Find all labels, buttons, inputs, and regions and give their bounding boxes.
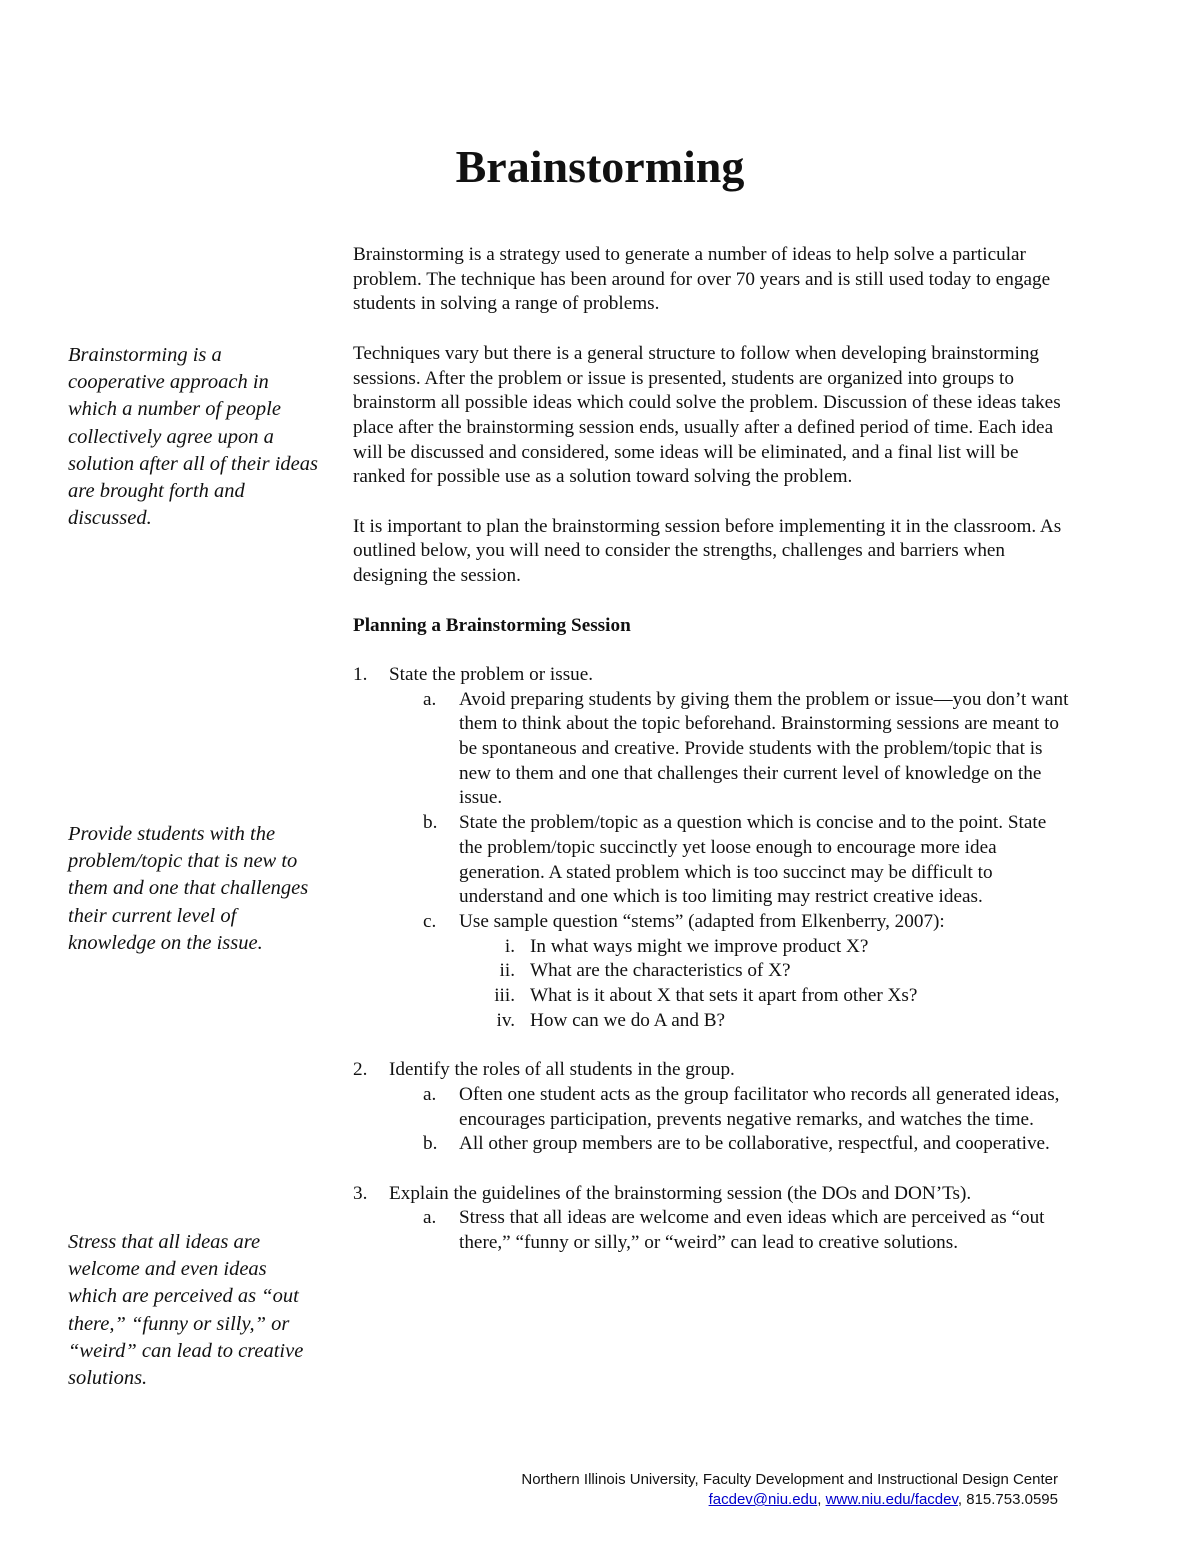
sidebar-note-3: Stress that all ideas are welcome and even ideas which are perceived as “out there,” “funny or silly,” or “weird” can lead to creative solutions. bbox=[68, 1231, 304, 1390]
question-stem bbox=[353, 935, 1073, 960]
intro-paragraph-2: Techniques vary but there is a general structure to follow when developing brainstorming sessions. After the problem or issue is presented, students are organized into groups to brainstorm all possible ideas which could solve the problem. Discussion of these ideas takes place after the brainstorming session ends, usually after a defined period of time. Each idea will be discussed and considered, some ideas will be eliminated, and a final list will be ranked for possible use as a solution toward solving the problem. bbox=[353, 342, 1061, 488]
sub-number: b. bbox=[423, 1133, 438, 1155]
sidebar-note-1: Brainstorming is a cooperative approach in which a number of people collectively agree upon a solution after all of their ideas are brought forth and discussed. bbox=[68, 344, 318, 530]
intro-paragraph-1: Brainstorming is a strategy used to generate a number of ideas to help solve a particular problem. The technique has been around for over 70 years and is still used today to engage students in solving a range of problems. bbox=[353, 244, 1051, 315]
stem-text: What is it about X that sets it apart from other Xs? bbox=[530, 985, 918, 1007]
step-2 bbox=[353, 1058, 1073, 1083]
section-heading: Planning a Brainstorming Session bbox=[353, 614, 631, 636]
stem-text: What are the characteristics of X? bbox=[530, 960, 791, 982]
question-stem bbox=[353, 959, 1073, 984]
step-1 bbox=[353, 663, 1073, 688]
question-stem bbox=[353, 1009, 1073, 1034]
footer-institution: Northern Illinois University, Faculty Development and Instructional Design Center bbox=[521, 1471, 1058, 1488]
step-number: 2. bbox=[353, 1059, 368, 1081]
sub-number: b. bbox=[423, 812, 438, 834]
sidebar-note-2: Provide students with the problem/topic that is new to them and one that challenges their current level of knowledge on the issue. bbox=[68, 823, 309, 954]
main-content bbox=[353, 243, 1073, 1256]
footer-contact: facdev@niu.edu, www.niu.edu/facdev, 815.753.0595 bbox=[708, 1491, 1058, 1508]
step-1-sub-a bbox=[353, 688, 1073, 812]
phone-number: 815.753.0595 bbox=[966, 1491, 1058, 1508]
sub-text: State the problem/topic as a question which is concise and to the point. State the problem/topic succinctly yet loose enough to encourage more idea generation. A stated problem which is too succinct may be difficult to understand and one which is too limiting may restrict creative ideas. bbox=[459, 812, 1047, 908]
sub-number: a. bbox=[423, 1207, 437, 1229]
website-link[interactable]: www.niu.edu/facdev bbox=[825, 1491, 958, 1508]
question-stem bbox=[353, 984, 1073, 1009]
sub-number: a. bbox=[423, 688, 437, 710]
sub-text: All other group members are to be collaborative, respectful, and cooperative. bbox=[459, 1133, 1050, 1155]
sub-text: Avoid preparing students by giving them the problem or issue—you don’t want them to think about the topic beforehand. Brainstorming sessions are meant to be spontaneous and creative. Provide students with the problem/topic that is new to them and one that challenges their current level of knowledge on the issue. bbox=[459, 688, 1069, 809]
step-2-sub-b bbox=[353, 1132, 1073, 1157]
step-2-sub-a bbox=[353, 1083, 1073, 1132]
sub-text: Use sample question “stems” (adapted from Elkenberry, 2007): bbox=[459, 910, 945, 932]
step-number: 3. bbox=[353, 1182, 368, 1204]
stem-text: How can we do A and B? bbox=[530, 1009, 726, 1031]
step-3-sub-a bbox=[353, 1206, 1073, 1255]
step-number: 1. bbox=[353, 663, 368, 685]
sub-number: a. bbox=[423, 1083, 437, 1105]
intro-paragraph-3: It is important to plan the brainstorming session before implementing it in the classroom. As outlined below, you will need to consider the strengths, challenges and barriers when designing the session. bbox=[353, 515, 1062, 587]
stem-number: i. bbox=[504, 935, 515, 957]
step-1-sub-c bbox=[353, 910, 1073, 935]
stem-text: In what ways might we improve product X? bbox=[530, 935, 869, 957]
step-text: Explain the guidelines of the brainstorming session (the DOs and DON’Ts). bbox=[389, 1182, 972, 1204]
sub-text: Often one student acts as the group facilitator who records all generated ideas, encourages participation, prevents negative remarks, and watches the time. bbox=[459, 1083, 1060, 1130]
step-1-sub-b bbox=[353, 811, 1073, 910]
stem-number: iii. bbox=[494, 985, 515, 1007]
footer bbox=[0, 1470, 1058, 1510]
email-link[interactable]: facdev@niu.edu bbox=[708, 1491, 818, 1508]
stem-number: ii. bbox=[499, 960, 515, 982]
step-text: State the problem or issue. bbox=[389, 663, 594, 685]
step-3 bbox=[353, 1182, 1073, 1207]
stem-number: iv. bbox=[496, 1009, 515, 1031]
sub-text: Stress that all ideas are welcome and even ideas which are perceived as “out there,” “funny or silly,” or “weird” can lead to creative solutions. bbox=[459, 1207, 1045, 1254]
sub-number: c. bbox=[423, 910, 437, 932]
step-text: Identify the roles of all students in the group. bbox=[389, 1059, 735, 1081]
page-title: Brainstorming bbox=[455, 141, 745, 192]
